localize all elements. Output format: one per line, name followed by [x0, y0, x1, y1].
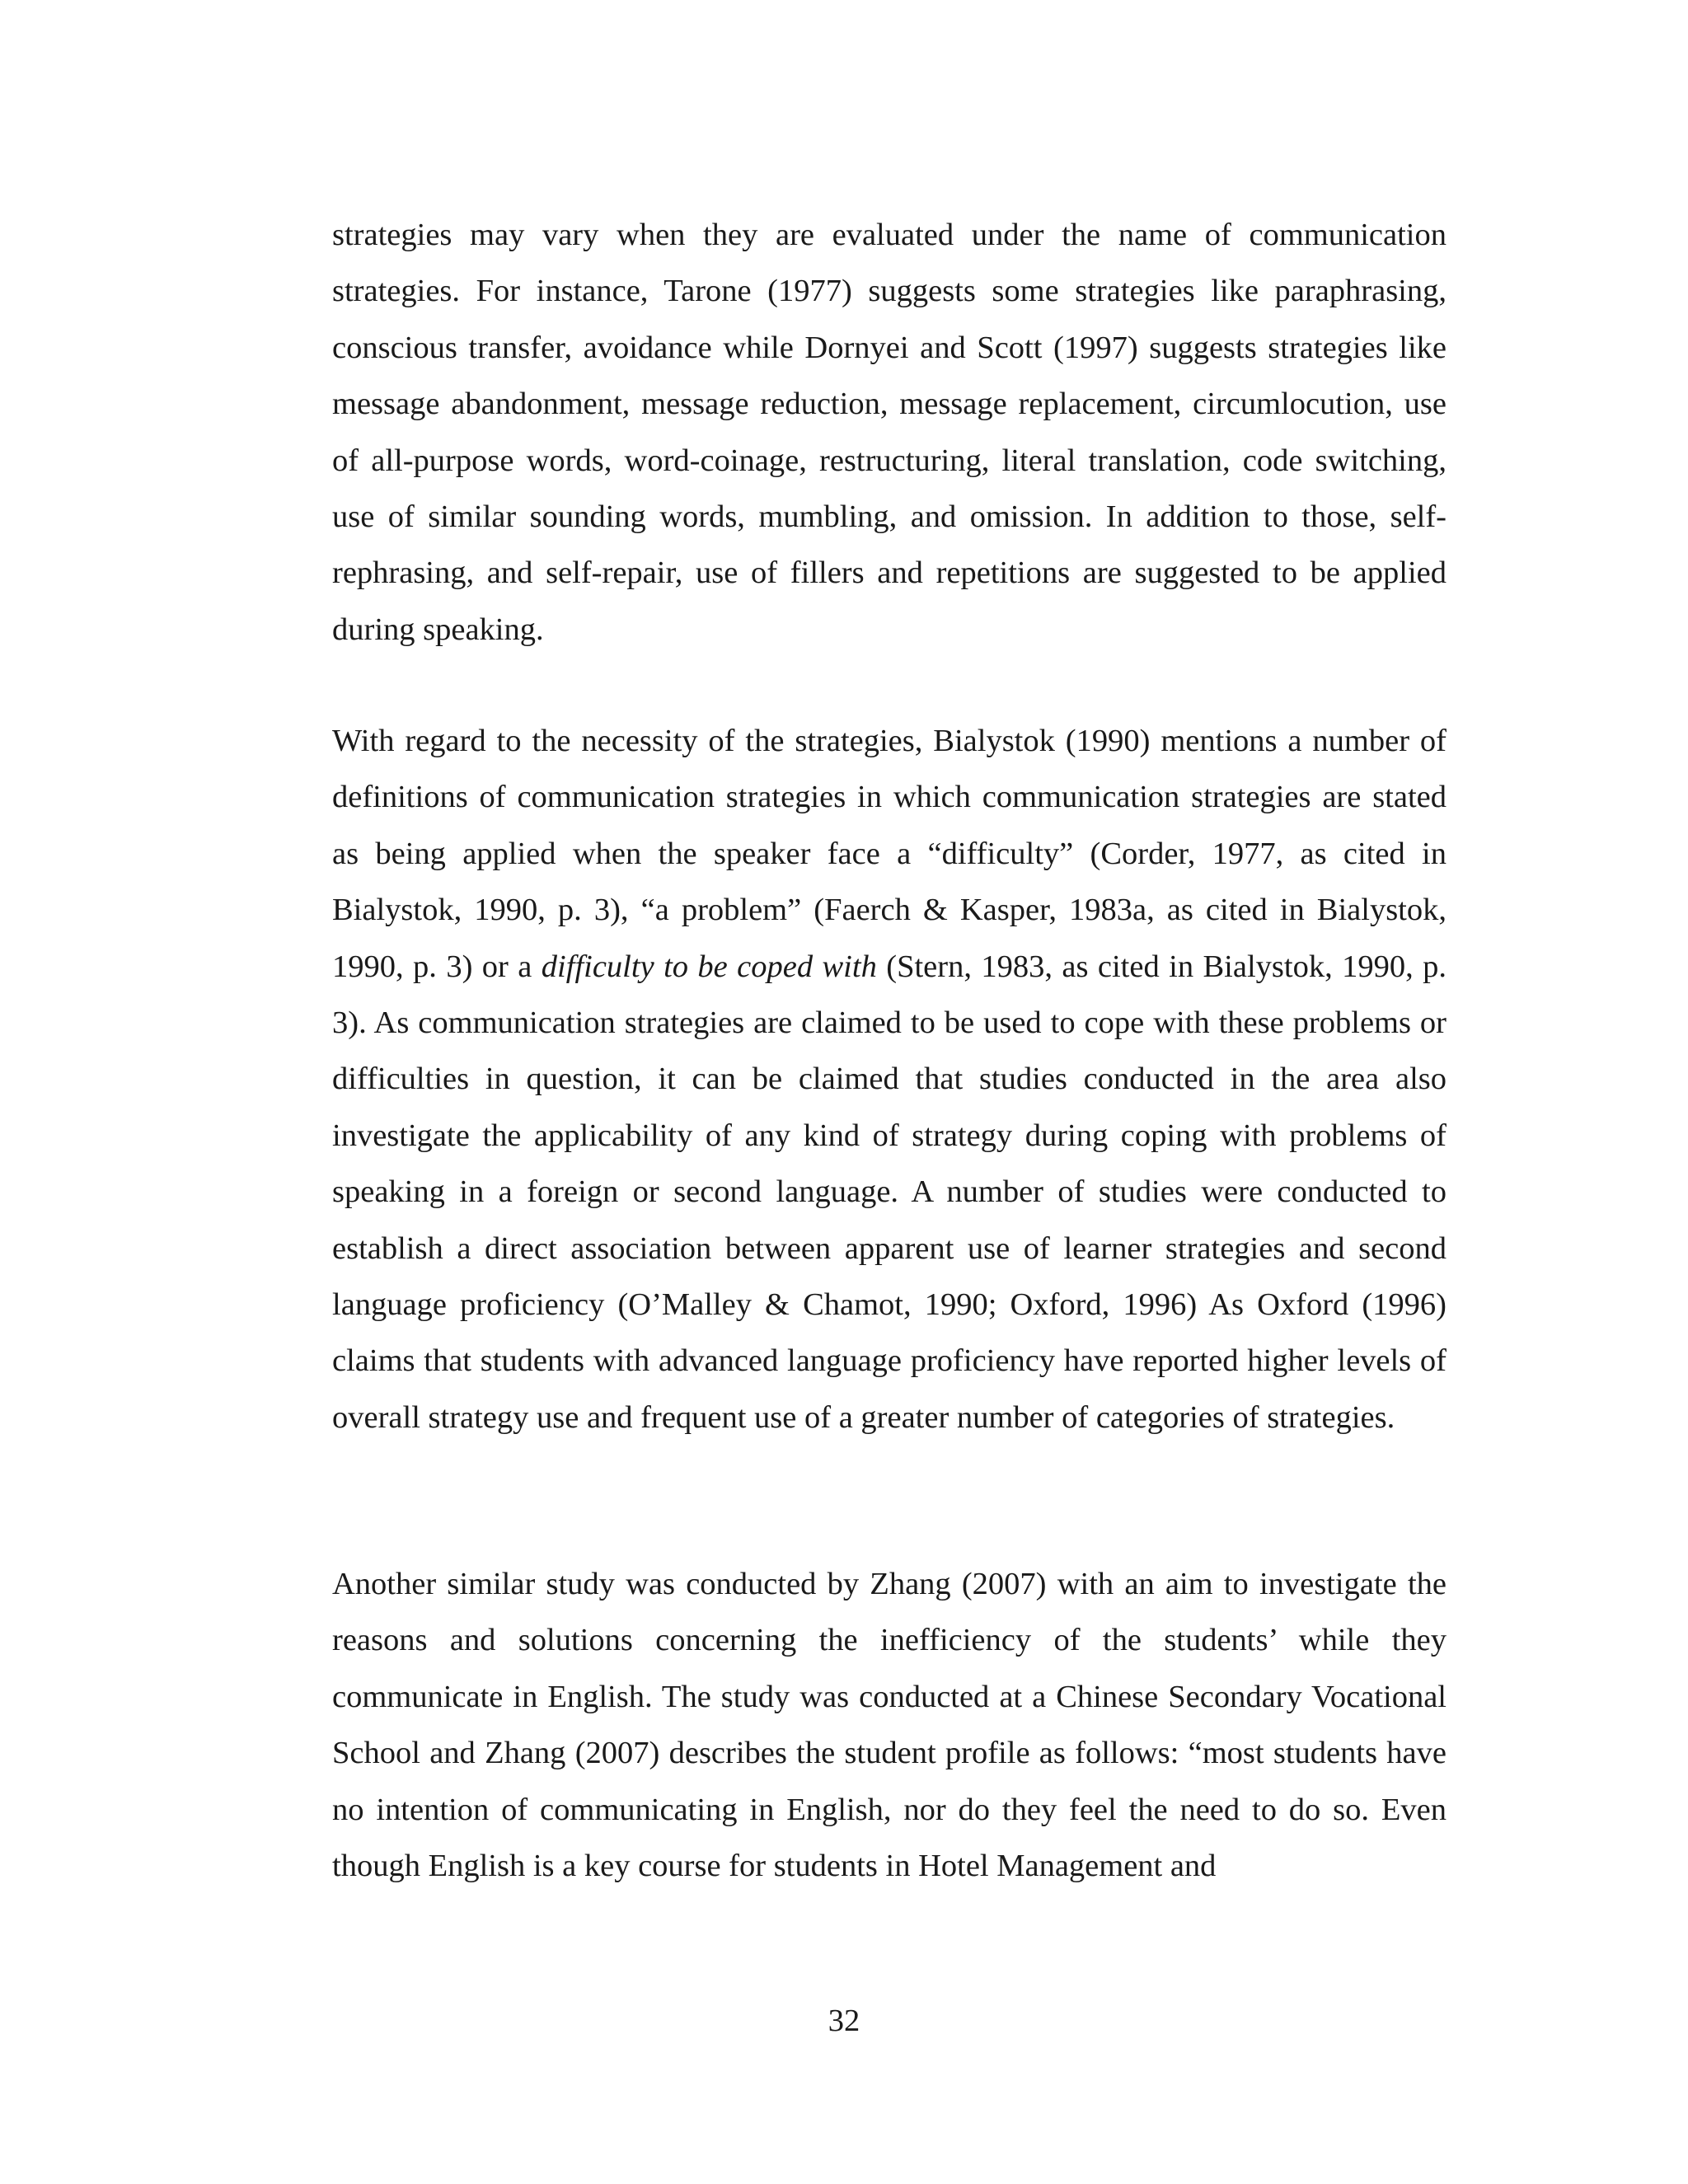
paragraph-text: strategies may vary when they are evaluated under the name of communication strategies. For instance, Tarone (1977) suggests some strategies like paraphrasing, conscious transfer, avoidance while Dornyei and Scott (1997) suggests strategies like message abandonment, message reduction, message replacement, circumlocution, use of all-purpose words, word-coinage, restructuring, literal translation, code switching, use of similar sounding words, mumbling, and omission. In addition to those, self-rephrasing, and self-repair, use of fillers and repetitions are suggested to be applied during speaking. — [332, 218, 1447, 647]
paragraph-text-before-italic: With regard to the necessity of the strategies, Bialystok (1990) mentions a number of definitions of communication strategies in which communication strategies are stated as being applied when the speaker face a “difficulty” (Corder, 1977, as cited in Bialystok, 1990, p. 3), “a problem” (Faerch & Kasper, 1983a, as cited in Bialystok, 1990, p. 3) or a — [332, 724, 1447, 984]
paragraph-text-after-italic: (Stern, 1983, as cited in Bialystok, 1990, p. 3). As communication strategies are claimed to be used to cope with these problems or difficulties in question, it can be claimed that studies conducted in the area also investigate the applicability of any kind of strategy during coping with problems of speaking in a foreign or second language. A number of studies were conducted to establish a direct association between apparent use of learner strategies and second language proficiency (O’Malley & Chamot, 1990; Oxford, 1996) As Oxford (1996) claims that students with advanced language proficiency have reported higher levels of overall strategy use and frequent use of a greater number of categories of strategies. — [332, 949, 1447, 1435]
italic-phrase: difficulty to be coped with — [541, 949, 877, 984]
paragraph-text — [332, 713, 1447, 1446]
paragraph-text: Another similar study was conducted by Zhang (2007) with an aim to investigate the reasons and solutions concerning the inefficiency of the students’ while they communicate in English. The study was conducted at a Chinese Secondary Vocational School and Zhang (2007) describes the student profile as follows: “most students have no intention of communicating in English, nor do they feel the need to do so. Even though English is a key course for students in Hotel Management and — [332, 1567, 1447, 1884]
body-paragraph-2 — [332, 713, 1447, 1446]
body-paragraph-3 — [332, 1556, 1447, 1894]
body-paragraph-1 — [332, 207, 1447, 658]
page-number: 32 — [828, 2004, 860, 2038]
